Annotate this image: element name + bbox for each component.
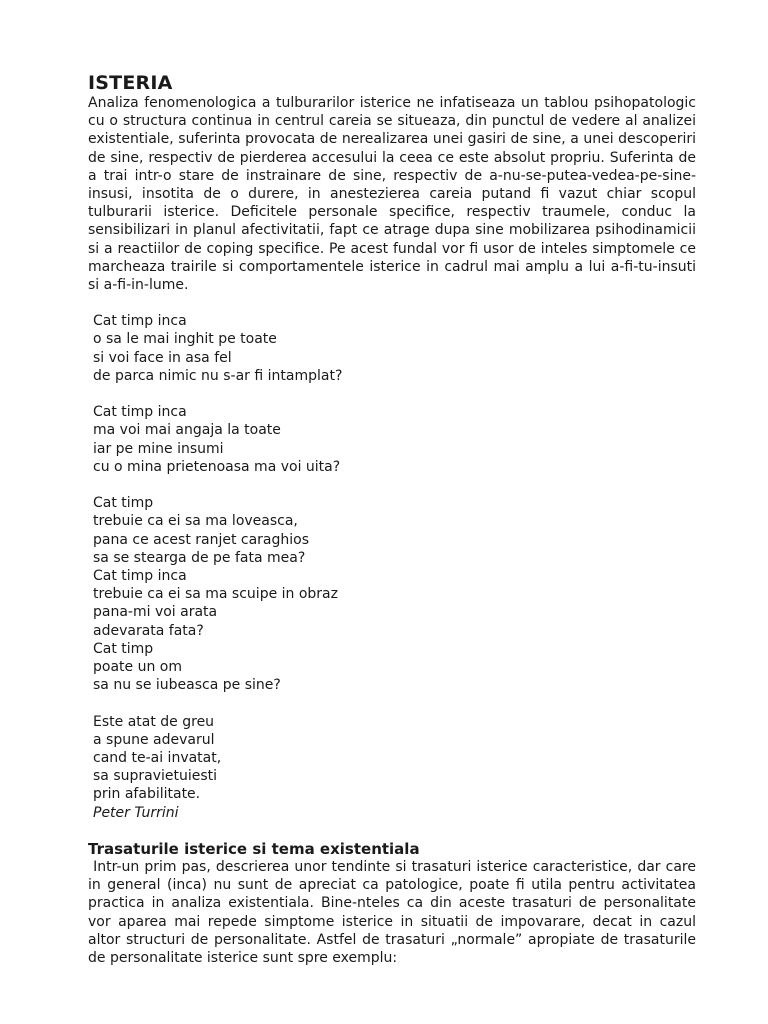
section-heading: Trasaturile isterice si tema existentiala [88,839,420,858]
poem-line: pana-mi voi arata [93,604,218,621]
poem-stanza-4 [93,713,696,822]
document-title: ISTERIA [88,72,173,94]
poem-line: ma voi mai angaja la toate [93,422,281,439]
poem-stanza-2 [93,403,696,476]
poem-line: trebuie ca ei sa ma loveasca, [93,513,298,530]
poem-line: Cat timp inca [93,568,187,585]
spacer [88,822,696,840]
poem [88,312,696,822]
poem-line: pana ce acest ranjet caraghios [93,531,310,548]
poem-line: Cat timp [93,495,154,512]
poem-line: cu o mina prietenoasa ma voi uita? [93,458,341,475]
poem-line: adevarata fata? [93,622,204,639]
poem-line: trebuie ca ei sa ma scuipe in obraz [93,586,338,603]
poem-line: Cat timp inca [93,313,187,330]
poem-stanza-3 [93,494,696,694]
section-paragraph: Intr-un prim pas, descrierea unor tendinte si trasaturi isterice caracteristice, dar care in general (inca) nu sunt de apreciat ca patologice, poate fi utila pentru activitatea practica in analiza existentiala. Bine-nteles ca din aceste trasaturi de personalitate vor aparea mai repede simptome isterice in situatii de impovarare, decat in cazul altor structuri de personalitate. Astfel de trasaturi „normale” apropiate de trasaturile de personalitate isterice sunt spre exemplu: [88,859,701,967]
poem-line: a spune adevarul [93,731,215,748]
intro-paragraph: Analiza fenomenologica a tulburarilor isterice ne infatiseaza un tablou psihopatologic cu o structura continua in centrul careia se situeaza, din punctul de vedere al analizei existentiale, suferinta provocata de nerealizarea unei gasiri de sine, a unei descoperiri de sine, respectiv de pierderea accesului la ceea ce este absolut propriu. Suferinta de a trai intr-o stare de instrainare de sine, respectiv de a-nu-se-putea-vedea-pe-sine-insusi, insotita de o durere, in anestezierea careia putand fi vazut chiar scopul tulburarii isterice. Deficitele personale specifice, respectiv traumele, conduc la sensibilizari in planul afectivitatii, fapt ce atrage dupa sine mobilizarea psihodinamicii si a reactiilor de coping specifice. Pe acest fundal vor fi usor de inteles simptomele ce marcheaza trairile si comportamentele isterice in cadrul mai amplu a lui a-fi-tu-insuti si a-fi-in-lume. [88,95,696,294]
poem-line: sa supravietuiesti [93,768,218,785]
poem-line: cand te-ai invatat, [93,750,222,767]
poem-line: si voi face in asa fel [93,349,232,366]
document-page [88,72,701,967]
poem-line: Este atat de greu [93,713,215,730]
poem-line: sa nu se iubeasca pe sine? [93,677,281,694]
poem-line: iar pe mine insumi [93,440,224,457]
poem-line: poate un om [93,659,182,676]
poem-line: o sa le mai inghit pe toate [93,331,277,348]
poem-line: prin afabilitate. [93,786,201,803]
poem-stanza-1 [93,312,696,385]
spacer [88,294,696,312]
poem-author: Peter Turrini [93,804,179,821]
poem-line: sa se stearga de pe fata mea? [93,549,306,566]
poem-line: Cat timp [93,640,154,657]
poem-line: Cat timp inca [93,404,187,421]
poem-line: de parca nimic nu s-ar fi intamplat? [93,367,343,384]
